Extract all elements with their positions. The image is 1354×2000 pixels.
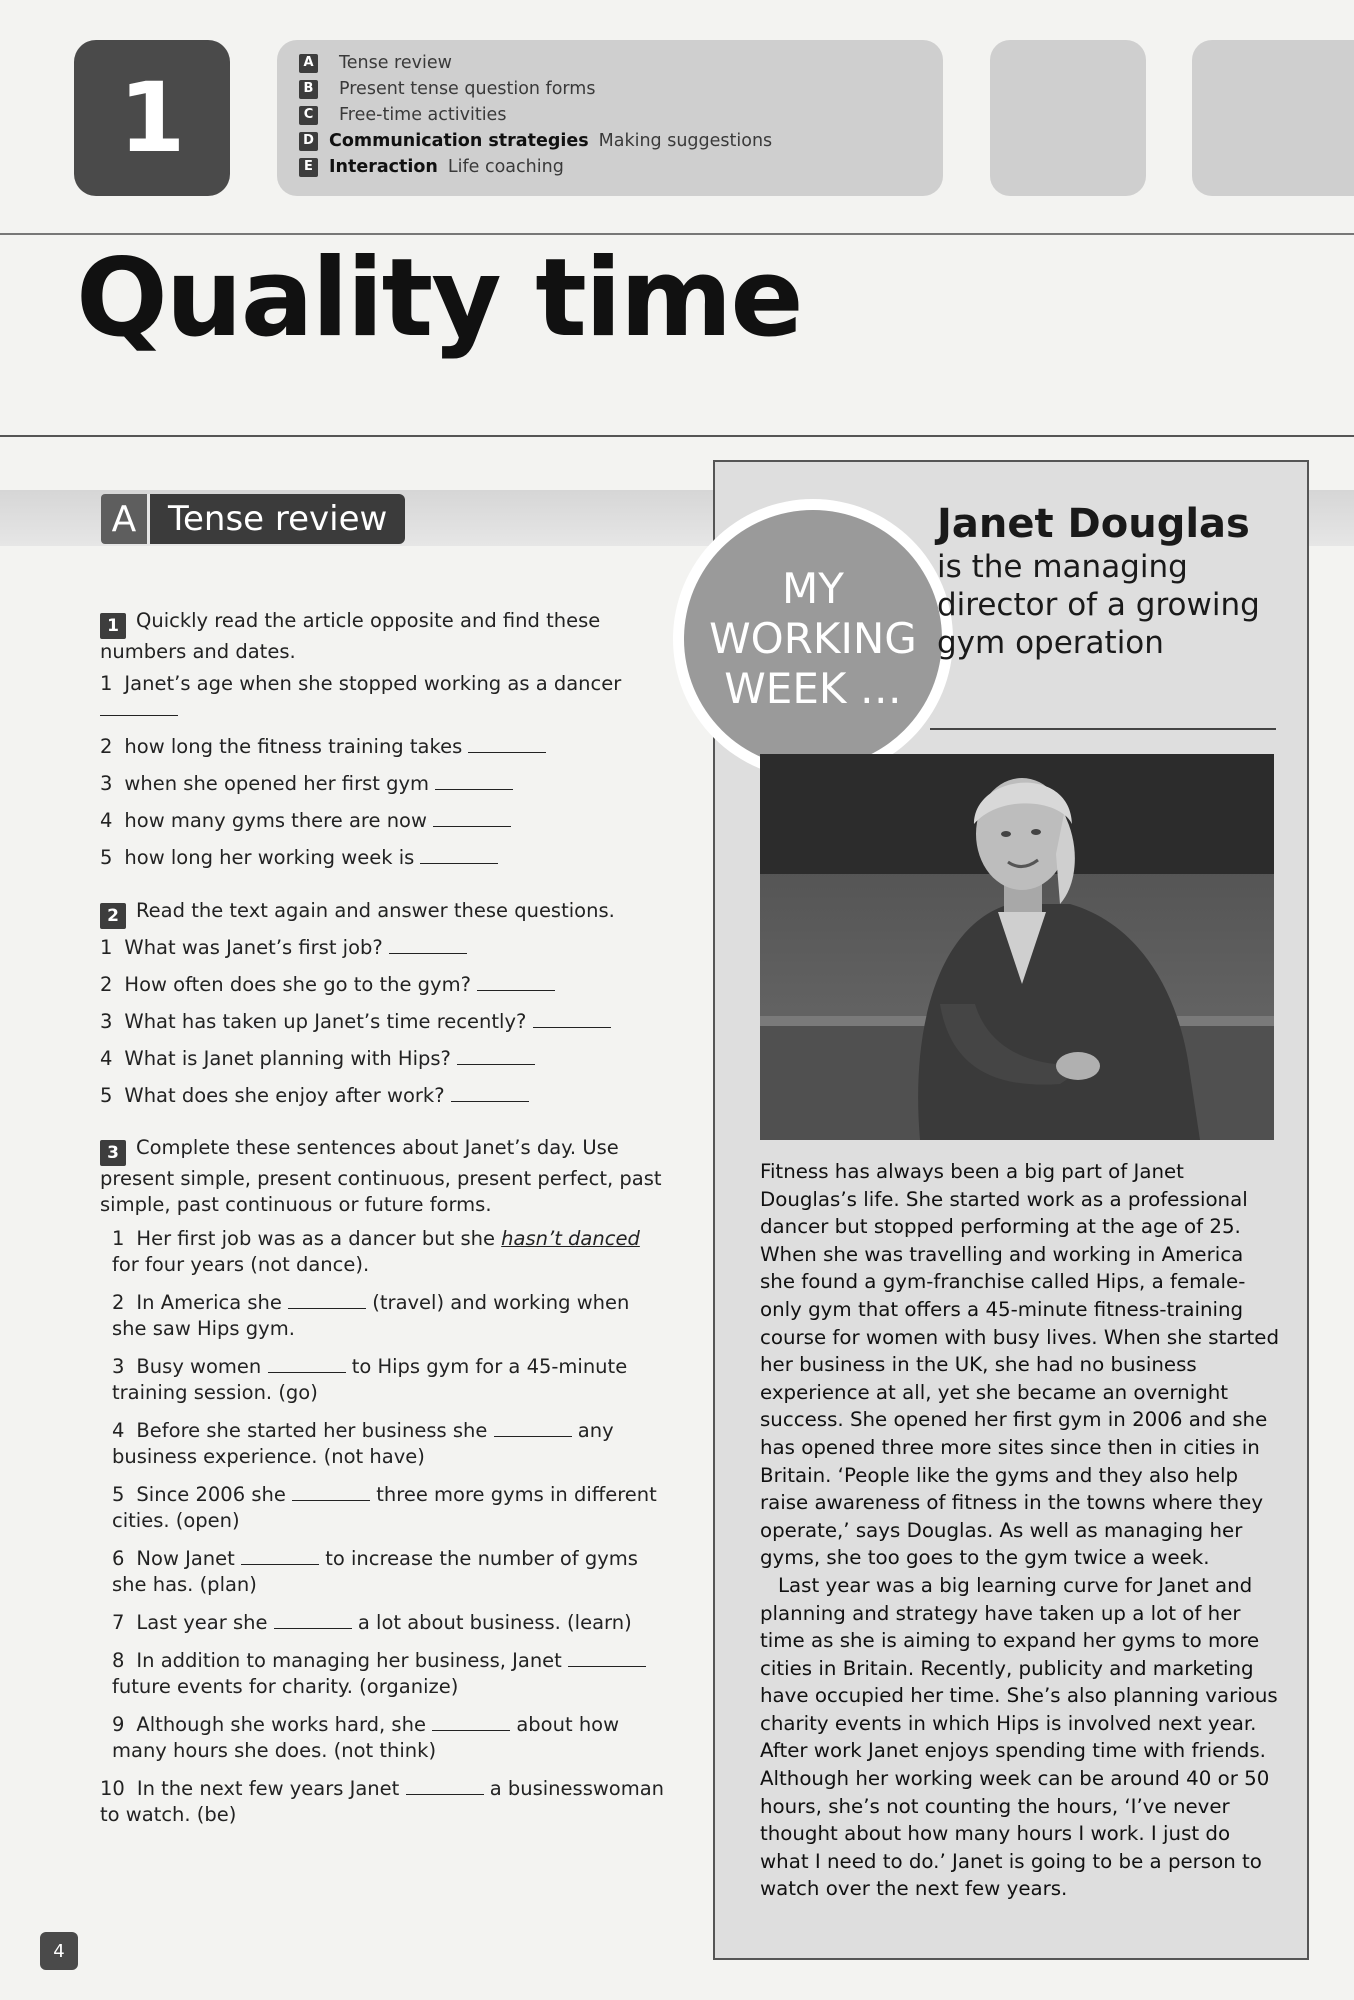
question: 4 What is Janet planning with Hips?: [100, 1046, 670, 1072]
contents-text: Making suggestions: [598, 131, 773, 151]
answer-blank[interactable]: [268, 1355, 346, 1373]
question: 3 Busy women to Hips gym for a 45-minute training session. (go): [112, 1355, 628, 1404]
contents-item: [299, 76, 772, 102]
contents-letter: C: [299, 106, 318, 125]
decorative-tile: [990, 40, 1146, 196]
article-subtitle: is the managing director of a growing gym operation: [937, 549, 1260, 661]
question: 5 how long her working week is: [100, 845, 670, 871]
question: 7 Last year she a lot about business. (learn): [112, 1611, 632, 1634]
article-name: Janet Douglas: [937, 501, 1250, 547]
question: 5 What does she enjoy after work?: [100, 1083, 670, 1109]
contents-item: [299, 128, 772, 154]
contents-letter: A: [299, 54, 318, 73]
answer-blank[interactable]: [389, 936, 467, 954]
portrait-photo: [760, 754, 1274, 1140]
contents-text: Tense review: [339, 53, 452, 73]
answer-blank[interactable]: [457, 1047, 535, 1065]
article-headline: [937, 500, 1287, 662]
exercise-2: [100, 898, 670, 1109]
answer-blank[interactable]: [274, 1611, 352, 1629]
answer-blank[interactable]: [533, 1010, 611, 1028]
contents-heading: Communication strategies: [329, 131, 589, 151]
question: 5 Since 2006 she three more gyms in different cities. (open): [112, 1483, 657, 1532]
question: 1 Her first job was as a dancer but she hasn’t danced for four years (not dance).: [112, 1227, 640, 1276]
instruction-text: Read the text again and answer these questions.: [136, 899, 615, 922]
answer-blank[interactable]: [451, 1084, 529, 1102]
question: 3 What has taken up Janet’s time recently?: [100, 1009, 670, 1035]
question: 4 Before she started her business she any business experience. (not have): [112, 1419, 614, 1468]
unit-contents-box: [277, 40, 943, 196]
answer-blank[interactable]: [433, 809, 511, 827]
answer-blank[interactable]: [100, 698, 178, 716]
article-paragraph: Last year was a big learning curve for Janet and planning and strategy have taken up a lot of her time as she is aiming to expand her gyms to more cities in Britain. Recently, publicity and marketing have occupied her time. She’s also planning various charity events in which Hips is involved next year. After work Janet enjoys spending time with friends. Although her working week can be around 40 or 50 hours, she’s not counting the hours, ‘I’ve never thought about how many hours I work. I just do what I need to do.’ Janet is going to be a person to watch over the next few years.: [760, 1573, 1278, 1901]
example-answer: hasn’t danced: [501, 1227, 640, 1250]
question: 1 Janet’s age when she stopped working as a dancer: [100, 671, 670, 723]
question: 2 How often does she go to the gym?: [100, 972, 670, 998]
section-letter: A: [101, 494, 150, 544]
contents-text: Life coaching: [447, 157, 564, 177]
question: 3 when she opened her first gym: [100, 771, 670, 797]
answer-blank[interactable]: [477, 973, 555, 991]
question: 8 In addition to managing her business, Janet future events for charity. (organize): [100, 1648, 670, 1700]
title-divider: [0, 435, 1354, 437]
question: 9 Although she works hard, she about how many hours she does. (not think): [112, 1713, 620, 1762]
article-paragraph: Fitness has always been a big part of Janet Douglas’s life. She started work as a professional dancer but stopped performing at the age of 25. When she was travelling and working in America she found a gym-franchise called Hips, a female-only gym that offers a 45-minute fitness-training course for women with busy lives. When she started her business in the UK, she had no business experience at all, yet she became an overnight success. She opened her first gym in 2006 and she has opened three more sites since then in cities in Britain. ‘People like the gyms and they also help raise awareness of fitness in the towns where they operate,’ says Douglas. As well as managing her gyms, she too goes to the gym twice a week.: [760, 1160, 1280, 1570]
exercise-3: [100, 1135, 670, 1828]
answer-blank[interactable]: [420, 846, 498, 864]
contents-heading: Interaction: [329, 157, 438, 177]
contents-item: [299, 102, 772, 128]
contents-letter: D: [299, 132, 318, 151]
decorative-tile: [1192, 40, 1354, 196]
question: 1 What was Janet’s first job?: [100, 935, 670, 961]
header-divider: [0, 233, 1354, 235]
question: 10 In the next few years Janet a businesswoman to watch. (be): [100, 1777, 665, 1826]
unit-number-badge: 1: [74, 40, 230, 196]
question: 2 In America she (travel) and working when she saw Hips gym.: [112, 1291, 630, 1340]
page-number: 4: [40, 1932, 78, 1970]
answer-blank[interactable]: [288, 1291, 366, 1309]
my-working-week-badge: [673, 499, 953, 779]
page-title: Quality time: [76, 236, 802, 361]
section-title: Tense review: [150, 494, 405, 544]
answer-blank[interactable]: [468, 735, 546, 753]
instruction-text: Complete these sentences about Janet’s day. Use present simple, present continuous, present perfect, past simple, past continuous or future forms.: [100, 1136, 662, 1216]
answer-blank[interactable]: [432, 1713, 510, 1731]
exercise-instruction: [100, 608, 670, 665]
exercise-instruction: [100, 898, 670, 929]
contents-text: Present tense question forms: [339, 79, 596, 99]
answer-blank[interactable]: [241, 1547, 319, 1565]
question: 6 Now Janet to increase the number of gyms she has. (plan): [112, 1547, 638, 1596]
exercise-number: 2: [100, 903, 126, 929]
exercise-1: [100, 608, 670, 871]
unit-contents-list: [299, 50, 772, 180]
exercise-instruction: [100, 1135, 670, 1218]
headline-rule: [930, 728, 1276, 730]
answer-blank[interactable]: [406, 1777, 484, 1795]
article-body: [760, 1158, 1280, 1903]
badge-text: MY WORKING WEEK …: [684, 510, 942, 768]
answer-blank[interactable]: [568, 1649, 646, 1667]
portrait-illustration: [760, 754, 1274, 1140]
contents-letter: E: [299, 158, 318, 177]
contents-item: [299, 154, 772, 180]
answer-blank[interactable]: [494, 1419, 572, 1437]
exercise-number: 1: [100, 613, 126, 639]
contents-text: Free-time activities: [339, 105, 507, 125]
section-heading: [101, 494, 405, 544]
contents-item: [299, 50, 772, 76]
question: 4 how many gyms there are now: [100, 808, 670, 834]
instruction-text: Quickly read the article opposite and find these numbers and dates.: [100, 609, 601, 663]
exercise-number: 3: [100, 1140, 126, 1166]
contents-letter: B: [299, 80, 318, 99]
question: 2 how long the fitness training takes: [100, 734, 670, 760]
answer-blank[interactable]: [292, 1483, 370, 1501]
answer-blank[interactable]: [435, 772, 513, 790]
